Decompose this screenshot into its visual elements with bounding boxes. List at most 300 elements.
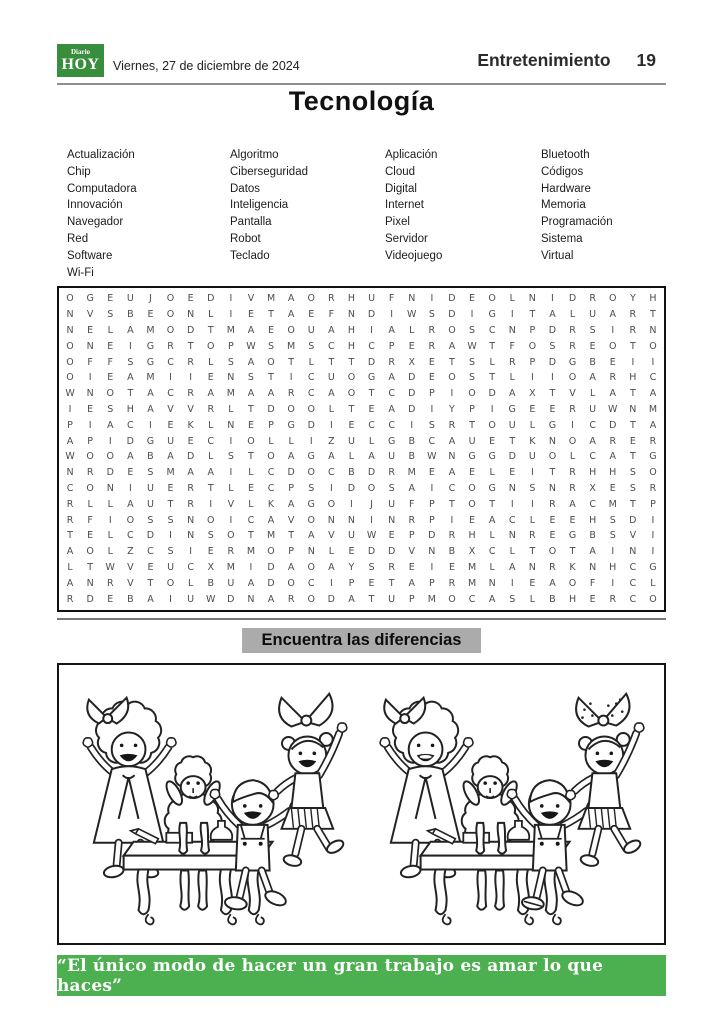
grid-letter: P [408,530,415,542]
grid-letter: L [489,356,495,368]
grid-letter: I [631,356,635,368]
grid-letter: A [66,546,74,558]
grid-letter: A [609,309,616,321]
grid-letter: L [87,498,93,510]
grid-letter: G [287,419,295,431]
grid-letter: E [408,340,415,352]
grid-letter: E [368,577,375,589]
grid-letter: T [509,435,516,447]
grid-letter: N [508,530,516,542]
grid-letter: S [207,530,214,542]
word-item: Ciberseguridad [230,165,308,178]
word-item: Innovación [67,199,123,212]
grid-letter: E [569,514,576,526]
grid-letter: L [208,451,214,463]
grid-letter: I [430,293,434,305]
grid-letter: H [347,340,356,352]
grid-letter: N [629,546,637,558]
grid-letter: Y [629,293,636,305]
grid-letter: I [149,419,152,431]
grid-letter: C [589,498,596,510]
grid-letter: A [307,530,315,542]
grid-letter: L [509,372,515,384]
grid-letter: N [388,514,396,526]
grid-letter: C [247,514,255,526]
grid-letter: L [569,451,576,463]
grid-letter: C [307,388,315,400]
grid-letter: L [569,309,576,321]
grid-letter: P [428,498,435,510]
grid-letter: L [67,561,73,573]
grid-letter: S [268,340,275,352]
grid-letter: C [488,324,496,336]
grid-letter: L [187,577,194,589]
grid-letter: T [348,356,355,368]
grid-letter: T [549,467,556,479]
grid-letter: L [248,467,254,479]
grid-letter: L [529,593,535,605]
word-item: Red [67,232,89,245]
grid-letter: E [147,309,154,321]
grid-letter: P [408,593,415,605]
grid-letter: E [489,435,496,447]
grid-letter: S [629,467,636,479]
grid-letter: A [649,419,657,431]
header-right [477,50,656,71]
grid-letter: O [66,356,74,368]
grid-letter: R [287,593,295,605]
grid-letter: G [568,530,577,542]
grid-letter: H [609,467,617,479]
grid-letter: D [287,467,295,479]
grid-letter: D [367,309,376,321]
grid-letter: A [448,435,456,447]
grid-letter: I [490,403,494,415]
grid-letter: T [489,372,496,384]
grid-letter: E [107,340,114,352]
grid-letter: E [107,293,114,305]
grid-letter: X [589,482,596,494]
grid-letter: E [428,356,435,368]
grid-letter: L [107,530,113,542]
grid-letter: N [528,293,536,305]
grid-letter: D [86,593,94,605]
grid-letter: G [146,435,155,447]
grid-letter: A [187,467,194,479]
grid-letter: T [187,340,194,352]
grid-letter: M [266,293,276,305]
grid-letter: P [288,482,294,494]
grid-letter: C [629,561,637,573]
grid-letter: D [367,546,376,558]
grid-letter: N [347,514,355,526]
grid-letter: R [287,388,295,400]
grid-letter: C [307,577,315,589]
grid-letter: M [226,388,235,400]
grid-letter: I [68,403,72,415]
grid-letter: A [287,498,295,510]
grid-letter: B [127,593,134,605]
grid-letter: H [629,372,637,384]
grid-letter: T [147,577,154,589]
grid-letter: R [529,530,536,542]
grid-letter: L [228,403,234,415]
grid-letter: Z [328,435,335,447]
grid-letter: A [388,403,395,415]
grid-letter: D [408,403,416,415]
grid-letter: P [428,514,435,526]
grid-letter: I [651,514,655,526]
grid-letter: N [649,324,657,336]
word-item: Memoria [541,199,586,212]
grid-letter: M [266,530,276,542]
grid-letter: P [428,577,435,589]
grid-letter: O [568,435,577,447]
grid-letter: I [430,403,434,415]
grid-letter: W [246,340,256,352]
grid-letter: I [370,514,373,526]
grid-letter: H [589,514,597,526]
grid-letter: A [388,324,395,336]
grid-letter: A [328,324,335,336]
grid-letter: E [589,340,596,352]
grid-letter: C [66,482,74,494]
grid-letter: L [368,435,375,447]
grid-letter: O [86,451,94,463]
grid-letter: E [549,514,556,526]
grid-letter: R [66,593,74,605]
grid-letter: W [65,451,75,463]
grid-letter: W [366,530,377,542]
grid-letter: T [207,324,214,336]
grid-letter: O [347,388,356,400]
grid-letter: N [548,482,556,494]
grid-letter: D [327,593,335,605]
grid-letter: P [529,324,536,336]
grid-letter: R [66,498,74,510]
grid-letter: R [549,498,556,510]
grid-letter: O [649,593,657,605]
grid-letter: A [408,577,415,589]
grid-letter: R [187,356,194,368]
grid-letter: G [649,451,657,463]
grid-letter: R [448,577,456,589]
grid-letter: R [569,340,576,352]
word-item: Programación [541,216,613,229]
grid-letter: O [106,451,114,463]
grid-letter: E [388,530,395,542]
grid-letter: N [247,593,255,605]
grid-letter: C [468,593,476,605]
quote-banner: “El único modo de hacer un gran trabajo es amar lo que haces” [57,955,666,996]
grid-letter: K [267,498,275,510]
grid-letter: O [66,293,74,305]
grid-letter: O [267,451,275,463]
grid-letter: S [308,482,315,494]
grid-letter: L [509,293,515,305]
grid-letter: B [207,577,214,589]
grid-letter: C [488,546,496,558]
grid-letter: R [649,482,657,494]
grid-letter: O [568,577,577,589]
grid-letter: U [388,593,396,605]
grid-letter: A [267,593,275,605]
grid-letter: R [448,419,456,431]
grid-letter: L [529,419,535,431]
grid-letter: T [87,561,94,573]
grid-letter: E [247,419,254,431]
grid-letter: E [348,419,355,431]
grid-letter: S [147,467,154,479]
grid-letter: Z [127,546,134,558]
grid-letter: I [329,577,333,589]
grid-letter: V [187,403,194,415]
word-item: Pantalla [230,216,272,229]
differences-heading: Encuentra las diferencias [242,628,482,653]
grid-letter: O [166,309,175,321]
grid-letter: E [469,293,476,305]
grid-letter: I [289,372,293,384]
grid-letter: F [328,309,335,321]
grid-letter: D [548,356,557,368]
grid-letter: E [368,403,375,415]
grid-letter: W [608,403,618,415]
grid-letter: S [629,482,636,494]
grid-letter: E [529,577,536,589]
grid-letter: O [307,403,315,415]
grid-letter: U [388,498,396,510]
grid-letter: I [229,467,233,479]
grid-letter: S [509,593,516,605]
grid-letter: T [629,388,636,400]
grid-letter: G [307,451,315,463]
grid-letter: I [209,498,213,510]
grid-letter: E [87,324,94,336]
word-list-column-4 [541,147,613,265]
grid-letter: L [328,546,334,558]
grid-letter: R [589,293,596,305]
grid-letter: D [126,435,134,447]
grid-letter: T [368,388,375,400]
grid-letter: I [189,372,193,384]
grid-letter: D [568,293,577,305]
grid-letter: T [549,388,556,400]
grid-letter: S [609,514,616,526]
grid-letter: W [467,340,477,352]
grid-letter: E [629,435,636,447]
grid-letter: A [448,340,456,352]
grid-letter: O [166,577,175,589]
grid-letter: I [530,498,534,510]
grid-letter: O [267,546,275,558]
grid-letter: A [488,514,496,526]
grid-letter: I [108,435,112,447]
grid-letter: E [167,482,174,494]
grid-letter: S [227,451,234,463]
grid-letter: H [126,403,134,415]
grid-letter: N [307,546,315,558]
grid-letter: N [187,530,195,542]
grid-letter: N [548,435,556,447]
grid-letter: U [347,435,355,447]
grid-letter: R [328,293,335,305]
grid-letter: N [488,577,496,589]
grid-letter: C [167,356,174,368]
grid-letter: D [367,356,376,368]
grid-letter: E [207,372,214,384]
grid-letter: O [488,293,496,305]
word-item: Pixel [385,216,410,229]
grid-letter: E [107,372,114,384]
grid-letter: U [167,435,175,447]
grid-letter: S [549,340,556,352]
grid-letter: D [207,293,215,305]
grid-letter: C [589,419,596,431]
grid-letter: D [227,593,235,605]
grid-letter: E [428,372,435,384]
grid-letter: I [189,546,193,558]
word-item: Videojuego [385,249,443,262]
grid-letter: S [609,530,616,542]
grid-letter: W [206,593,216,605]
grid-letter: M [608,498,617,510]
word-item: Software [67,249,113,262]
grid-letter: I [329,419,333,431]
grid-letter: O [66,340,74,352]
grid-letter: T [529,546,536,558]
grid-letter: A [66,577,74,589]
grid-letter: D [548,324,557,336]
date-text: Viernes, 27 de diciembre de 2024 [113,59,300,73]
grid-letter: G [146,356,155,368]
grid-letter: T [207,482,214,494]
grid-letter: E [408,561,415,573]
grid-letter: D [448,309,456,321]
grid-letter: P [529,356,536,368]
grid-letter: D [428,530,436,542]
grid-letter: E [268,324,275,336]
grid-letter: A [508,561,516,573]
grid-letter: O [166,324,175,336]
grid-letter: I [309,435,313,447]
grid-letter: D [186,324,195,336]
grid-letter: U [307,324,315,336]
word-item: Computadora [67,182,137,195]
grid-letter: S [469,324,476,336]
word-item: Navegador [67,216,124,229]
grid-letter: C [629,577,637,589]
grid-letter: F [409,498,415,510]
grid-letter: T [629,419,636,431]
grid-letter: P [428,388,435,400]
grid-letter: E [187,435,194,447]
grid-letter: G [488,482,496,494]
grid-letter: D [387,546,396,558]
grid-letter: L [268,435,274,447]
word-item: Digital [385,182,417,195]
grid-letter: V [127,561,134,573]
grid-letter: O [307,467,315,479]
grid-letter: R [649,435,657,447]
grid-letter: S [368,561,375,573]
grid-letter: E [308,309,315,321]
grid-letter: L [107,546,113,558]
grid-letter: X [207,561,214,573]
grid-letter: D [508,451,516,463]
grid-letter: R [227,546,235,558]
grid-letter: A [348,593,355,605]
grid-letter: O [126,514,135,526]
grid-letter: S [529,482,536,494]
grid-letter: W [427,451,437,463]
grid-letter: A [167,451,174,463]
grid-letter: N [448,451,456,463]
grid-letter: C [649,372,657,384]
grid-letter: A [609,451,616,463]
grid-letter: G [488,451,496,463]
word-item: Inteligencia [230,199,289,212]
grid-letter: T [127,388,134,400]
grid-letter: I [350,498,353,510]
grid-letter: O [166,293,175,305]
grid-letter: I [128,340,132,352]
grid-letter: L [489,561,495,573]
grid-letter: V [227,498,235,510]
grid-letter: A [328,561,335,573]
grid-letter: U [368,293,376,305]
grid-letter: E [549,403,556,415]
grid-letter: A [388,372,395,384]
grid-letter: P [87,435,93,447]
grid-letter: A [448,467,456,479]
grid-letter: A [207,467,214,479]
grid-letter: A [328,388,335,400]
grid-letter: T [268,372,274,384]
grid-letter: O [649,340,657,352]
grid-letter: O [327,498,336,510]
grid-letter: A [569,498,576,510]
grid-letter: R [207,403,215,415]
grid-letter: O [468,388,476,400]
grid-letter: U [388,451,396,463]
grid-letter: R [609,435,617,447]
grid-letter: X [408,356,415,368]
grid-letter: O [448,593,456,605]
grid-letter: B [127,309,134,321]
grid-letter: L [208,309,214,321]
grid-letter: U [589,309,597,321]
grid-letter: V [408,546,415,558]
grid-letter: O [287,403,295,415]
grid-letter: V [569,388,576,400]
grid-letter: L [308,356,314,368]
grid-letter: D [609,419,617,431]
grid-letter: O [488,419,496,431]
grid-letter: I [651,546,655,558]
grid-letter: E [127,467,134,479]
grid-letter: B [589,530,596,542]
grid-letter: E [609,356,616,368]
grid-letter: I [229,435,233,447]
grid-letter: T [388,577,395,589]
grid-letter: D [186,451,195,463]
grid-letter: F [589,577,596,589]
word-item: Datos [230,182,261,195]
grid-letter: A [368,451,375,463]
grid-letter: C [187,561,194,573]
spot-difference-image-right [366,671,654,938]
grid-letter: T [449,356,455,368]
